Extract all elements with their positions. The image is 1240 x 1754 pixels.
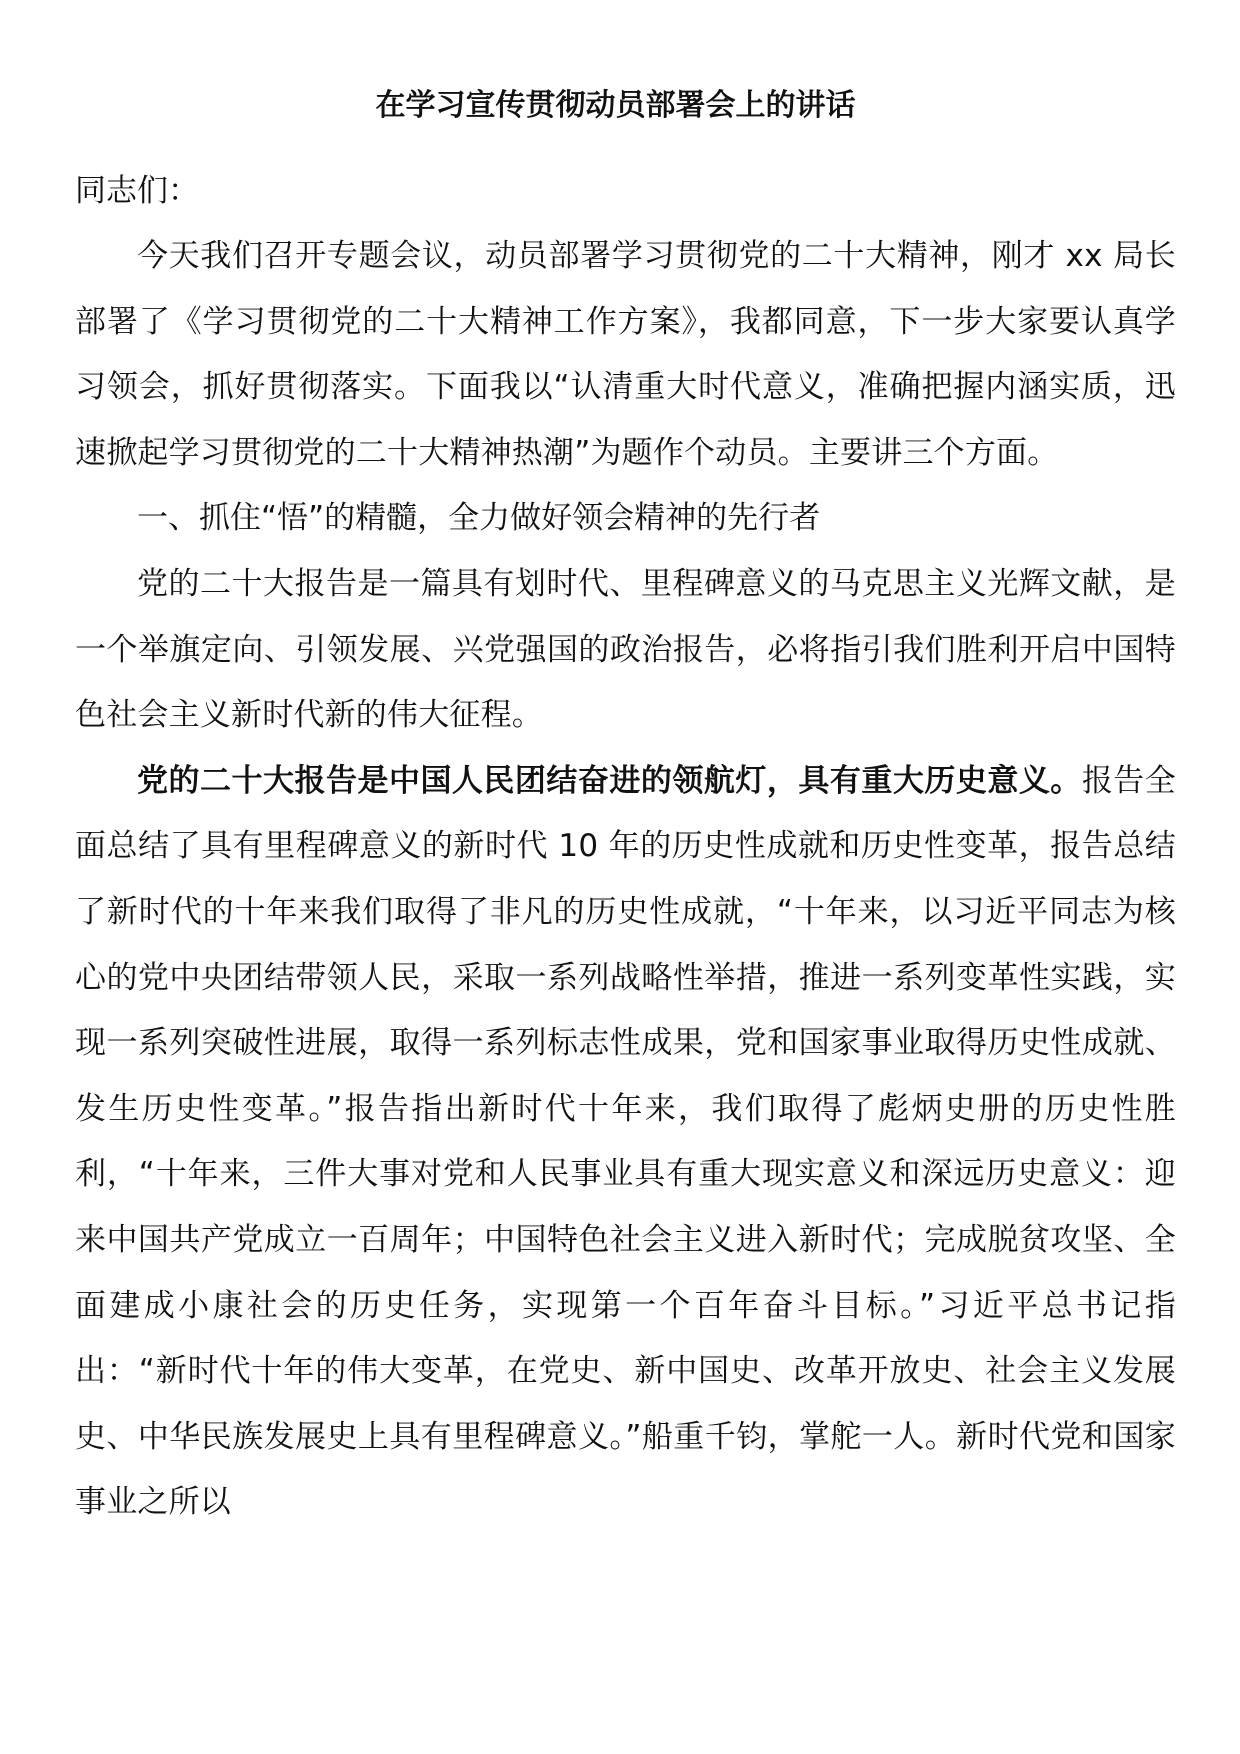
section-heading-1: 一、抓住“悟”的精髓，全力做好领会精神的先行者 <box>137 500 821 537</box>
salutation: 同志们： <box>75 173 199 209</box>
document-title: 在学习宣传贯彻动员部署会上的讲话 <box>375 88 856 123</box>
section-1-paragraph-2 <box>75 749 1176 1536</box>
section-1-paragraph-1: 党的二十大报告是一篇具有划时代、里程碑意义的马克思主义光辉文献，是一个举旗定向、引领发展、兴党强国的政治报告，必将指引我们胜利开启中国特色社会主义新时代新的伟大征程。 <box>75 565 1176 734</box>
paragraph-lead-sentence: 党的二十大报告是中国人民团结奋进的领航灯，具有重大历史意义。 <box>137 762 1082 799</box>
paragraph-body: 报告全面总结了具有里程碑意义的新时代 10 年的历史性成就和历史性变革，报告总结了新时代的十年来我们取得了非凡的历史性成就，“十年来，以习近平同志为核心的党中央团结带领人民，采取一系列战略性举措，推进一系列变革性实践，实现一系列突破性进展，取得一系列标志性成果，党和国家事业取得历史性成就、发生历史性变革。”报告指出新时代十年来，我们取得了彪炳史册的历史性胜利，“十年来，三件大事对党和人民事业具有重大现实意义和深远历史意义：迎来中国共产党成立一百周年；中国特色社会主义进入新时代；完成脱贫攻坚、全面建成小康社会的历史任务，实现第一个百年奋斗目标。”习近平总书记指出：“新时代十年的伟大变革，在党史、新中国史、改革开放史、社会主义发展史、中华民族发展史上具有里程碑意义。”船重千钧，掌舵一人。新时代党和国家事业之所以 <box>75 762 1176 1521</box>
intro-paragraph: 今天我们召开专题会议，动员部署学习贯彻党的二十大精神，刚才 xx 局长部署了《学习贯彻党的二十大精神工作方案》，我都同意，下一步大家要认真学习领会，抓好贯彻落实。下面我以“认清重大时代意义，准确把握内涵实质，迅速掀起学习贯彻党的二十大精神热潮”为题作个动员。主要讲三个方面。 <box>75 238 1176 471</box>
